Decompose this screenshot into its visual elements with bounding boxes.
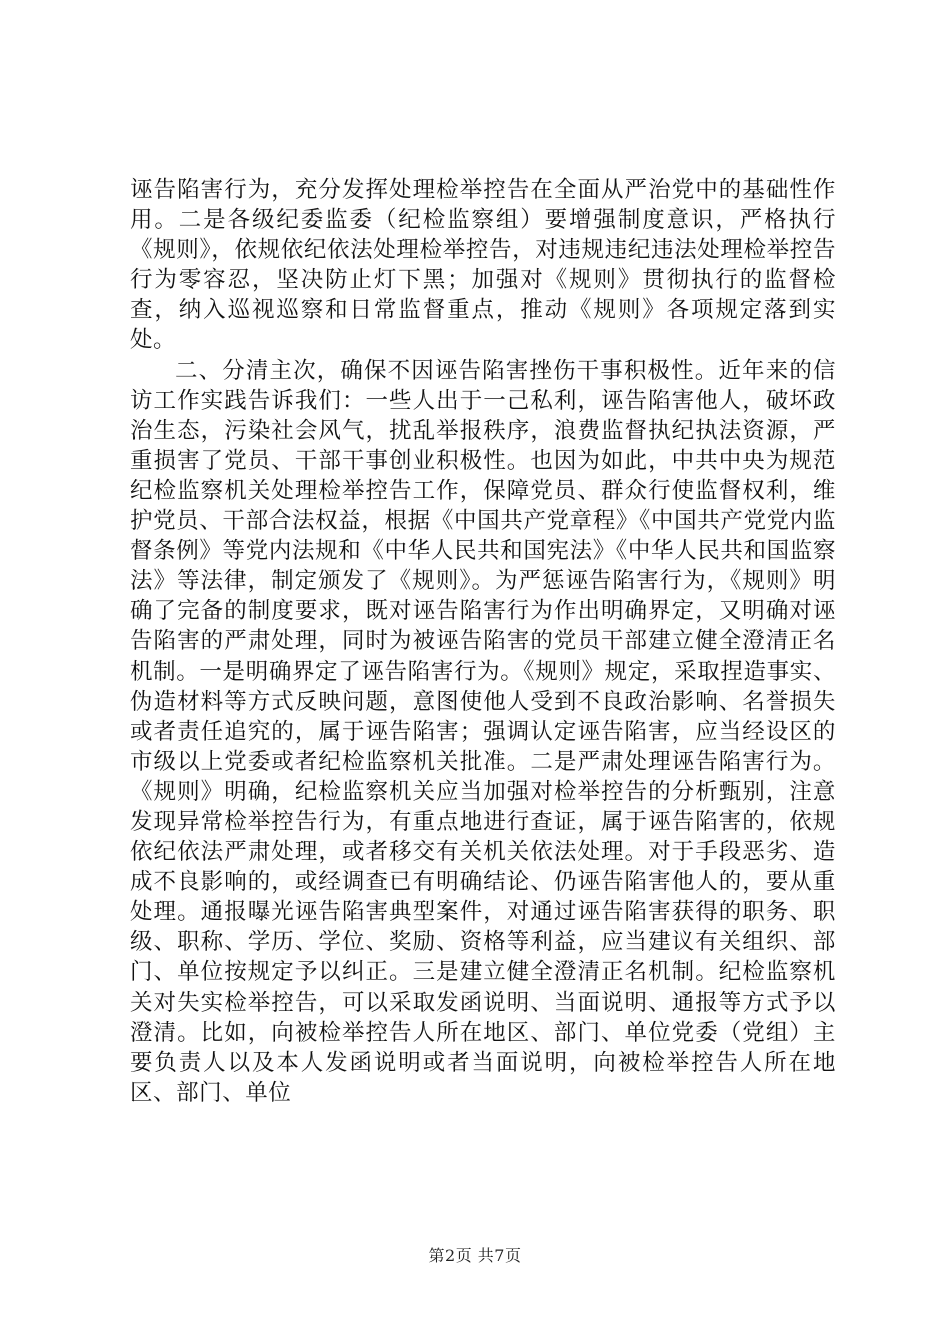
paragraph-2: 二、分清主次，确保不因诬告陷害挫伤干事积极性。近年来的信访工作实践告诉我们：一些人出于一己私利，诬告陷害他人，破坏政治生态，污染社会风气，扰乱举报秩序，浪费监督执纪执法资源，严重损害了党员、干部干事创业积极性。也因为如此，中共中央为规范纪检监察机关处理检举控告工作，保障党员、群众行使监督权利，维护党员、干部合法权益，根据《中国共产党章程》《中国共产党党内监督条例》等党内法规和《中华人民共和国宪法》《中华人民共和国监察法》等法律，制定颁发了《规则》。为严惩诬告陷害行为，《规则》明确了完备的制度要求，既对诬告陷害行为作出明确界定，又明确对诬告陷害的严肃处理，同时为被诬告陷害的党员干部建立健全澄清正名机制。一是明确界定了诬告陷害行为。《规则》规定，采取捏造事实、伪造材料等方式反映问题，意图使他人受到不良政治影响、名誉损失或者责任追究的，属于诬告陷害；强调认定诬告陷害，应当经设区的市级以上党委或者纪检监察机关批准。二是严肃处理诬告陷害行为。《规则》明确，纪检监察机关应当加强对检举控告的分析甄别，注意发现异常检举控告行为，有重点地进行查证，属于诬告陷害的，依规依纪依法严肃处理，或者移交有关机关依法处理。对于手段恶劣、造成不良影响的，或经调查已有明确结论、仍诬告陷害他人的，要从重处理。通报曝光诬告陷害典型案件，对通过诬告陷害获得的职务、职级、职称、学历、学位、奖励、资格等利益，应当建议有关组织、部门、单位按规定予以纠正。三是建立健全澄清正名机制。纪检监察机关对失实检举控告，可以采取发函说明、当面说明、通报等方式予以澄清。比如，向被检举控告人所在地区、部门、单位党委（党组）主要负责人以及本人发函说明或者当面说明，向被检举控告人所在地区、部门、单位: [130, 357, 836, 1106]
document-body: [130, 175, 836, 1108]
paragraph-1: 诬告陷害行为，充分发挥处理检举控告在全面从严治党中的基础性作用。二是各级纪委监委（纪检监察组）要增强制度意识，严格执行《规则》，依规依纪依法处理检举控告，对违规违纪违法处理检举控告行为零容忍，坚决防止灯下黑；加强对《规则》贯彻执行的监督检查，纳入巡视巡察和日常监督重点，推动《规则》各项规定落到实处。: [130, 177, 836, 354]
page-number-footer: 第2页 共7页: [428, 1246, 522, 1265]
